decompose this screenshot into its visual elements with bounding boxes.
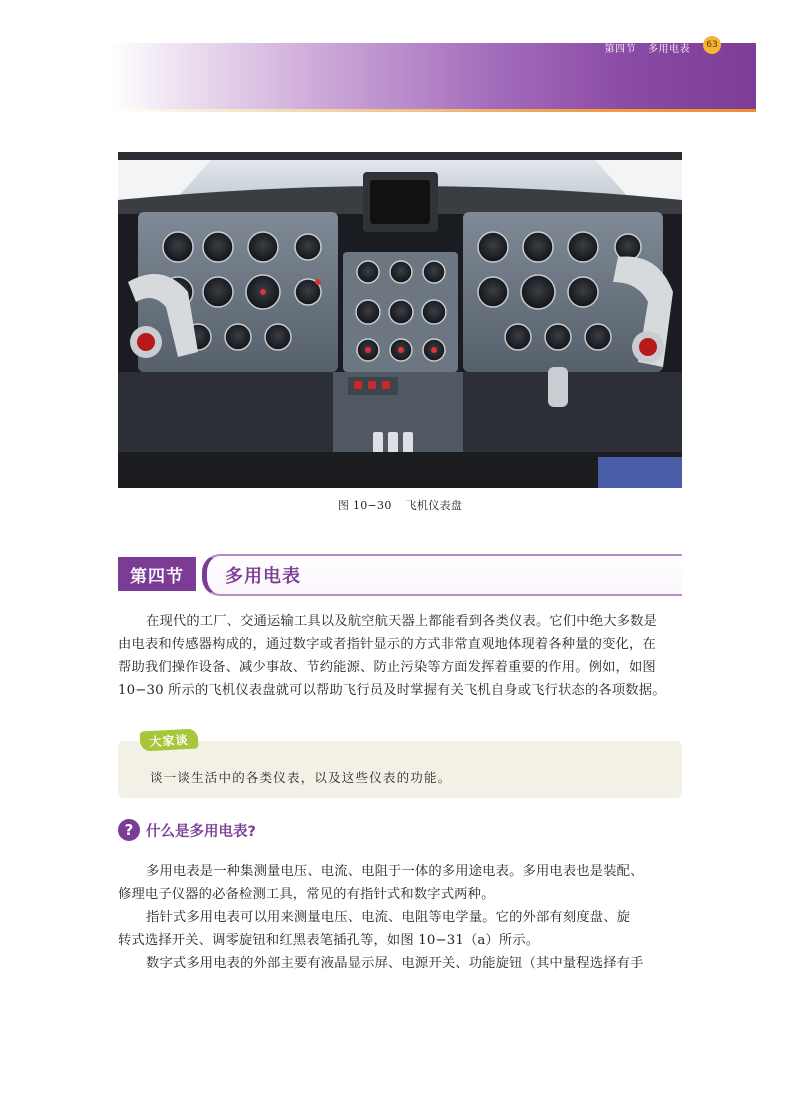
body-paragraph-1 <box>118 860 684 906</box>
question-heading-text: 什么是多用电表? <box>146 823 256 840</box>
question-icon: ? <box>118 819 140 841</box>
intro-line-3: 帮助我们操作设备、减少事故、节约能源、防止污染等方面发挥着重要的作用。例如，如图 <box>118 660 656 675</box>
discussion-tag: 大家谈 <box>140 728 199 751</box>
discussion-text: 谈一谈生活中的各类仪表，以及这些仪表的功能。 <box>150 770 452 785</box>
p3-line-1: 数字式多用电表的外部主要有液晶显示屏、电源开关、功能旋钮（其中量程选择有手 <box>146 956 644 971</box>
section-title-box <box>202 554 682 596</box>
page-number-badge: 63 <box>703 36 721 54</box>
figure-number: 图 10−30 <box>337 499 392 512</box>
cockpit-illustration <box>118 152 682 488</box>
section-title: 多用电表 <box>225 566 301 587</box>
intro-line-1: 在现代的工厂、交通运输工具以及航空航天器上都能看到各类仪表。它们中绝大多数是 <box>146 614 657 629</box>
figure-caption <box>0 497 800 513</box>
p1-line-1: 多用电表是一种集测量电压、电流、电阻于一体的多用途电表。多用电表也是装配、 <box>146 864 644 879</box>
section-heading <box>118 552 682 598</box>
figure-title: 飞机仪表盘 <box>405 499 463 512</box>
header-section: 第四节 <box>604 44 636 55</box>
body-paragraph-2 <box>118 906 684 952</box>
question-heading <box>118 818 256 842</box>
cockpit-photo <box>118 152 682 488</box>
p1-line-2: 修理电子仪器的必备检测工具，常见的有指针式和数字式两种。 <box>118 887 495 902</box>
body-paragraph-3 <box>118 952 684 975</box>
header-chapter-title: 多用电表 <box>648 44 690 55</box>
p2-line-2: 转式选择开关、调零旋钮和红黑表笔插孔等，如图 10−31（a）所示。 <box>118 933 540 948</box>
intro-line-2: 由电表和传感器构成的，通过数字或者指针显示的方式非常直观地体现着各种量的变化，在 <box>118 637 656 652</box>
p2-line-1: 指针式多用电表可以用来测量电压、电流、电阻等电学量。它的外部有刻度盘、旋 <box>146 910 631 925</box>
running-header <box>605 40 691 55</box>
section-label: 第四节 <box>118 557 196 591</box>
intro-paragraph <box>118 610 684 702</box>
intro-line-4: 10−30 所示的飞机仪表盘就可以帮助飞行员及时掌握有关飞机自身或飞行状态的各项数据。 <box>118 683 666 698</box>
